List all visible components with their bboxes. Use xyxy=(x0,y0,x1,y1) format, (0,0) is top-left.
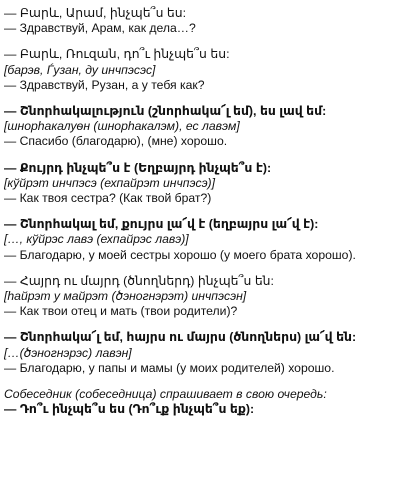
dialogue-exchange-1 xyxy=(4,6,409,36)
transcription-line: [hайрэт у майрэт (ծэногнэрэт) инчпэсэн] xyxy=(4,289,247,304)
russian-line: — Спасибо (благодарю), (мне) хорошо. xyxy=(4,134,228,149)
dialogue-exchange-2 xyxy=(4,47,409,93)
armenian-line: — Հայրդ ու մայրդ (ծնողներդ) ինչպե՞ս են: xyxy=(4,273,274,288)
dialogue-exchange-8 xyxy=(4,387,409,417)
russian-line: — Здравствуй, Арам, как дела…? xyxy=(4,21,196,36)
dialogue-exchange-3 xyxy=(4,104,409,150)
transcription-line: [кўйрэт инчпэсэ (ехпайрэт инчпэсэ)] xyxy=(4,175,216,190)
armenian-line: — Շնորհակա՜լ եմ, հայրս ու մայրս (ծնողներս) լա՜վ են: xyxy=(4,330,357,345)
transcription-line: […(ծэногнэрэс) лавэн] xyxy=(4,345,132,360)
dialogue-exchange-5 xyxy=(4,217,409,263)
instruction-line: Собеседник (собеседница) спрашивает в свою очередь: xyxy=(4,387,327,402)
armenian-line: — Բարև, Արամ, ինչպե՞ս ես: xyxy=(4,6,187,20)
russian-line: — Как твои отец и мать (твои родители)? xyxy=(4,304,238,319)
russian-line: — Благодарю, у моей сестры хорошо (у моего брата хорошо). xyxy=(4,247,356,262)
transcription-line: [барэв, Ѓузан, ду инчпэсэс] xyxy=(4,62,156,77)
russian-line: — Здравствуй, Рузан, а у тебя как? xyxy=(4,77,205,92)
russian-line: — Благодарю, у папы и мамы (у моих родителей) хорошо. xyxy=(4,360,335,375)
armenian-line: — Դո՞ւ ինչպե՞ս ես (Դո՞ւք ինչպե՞ս եք): xyxy=(4,402,255,417)
dialogue-exchange-7 xyxy=(4,330,409,376)
armenian-line: — Քույրդ ինչպե՞ս է (Եղբայրդ ինչպե՞ս է): xyxy=(4,160,272,175)
transcription-line: [шнорhакалуѳн (шнорhакалэм), ес лавэм] xyxy=(4,119,240,134)
dialogue-exchange-4 xyxy=(4,161,409,207)
russian-line: — Как твоя сестра? (Как твой брат?) xyxy=(4,191,212,206)
transcription-line: […, кўйрэс лавэ (ехпайрэс лавэ)] xyxy=(4,232,189,247)
armenian-line: — Շնորհակալություն (շնորհակա՜լ եմ), ես լավ եմ: xyxy=(4,104,327,119)
dialogue-exchange-6 xyxy=(4,274,409,320)
armenian-line: — Բարև, Ռուզան, դո՞ւ ինչպե՞ս ես: xyxy=(4,47,230,62)
armenian-line: — Շնորհակալ եմ, քույրս լա՜վ է (եղբայրս լա՜վ է): xyxy=(4,217,319,232)
